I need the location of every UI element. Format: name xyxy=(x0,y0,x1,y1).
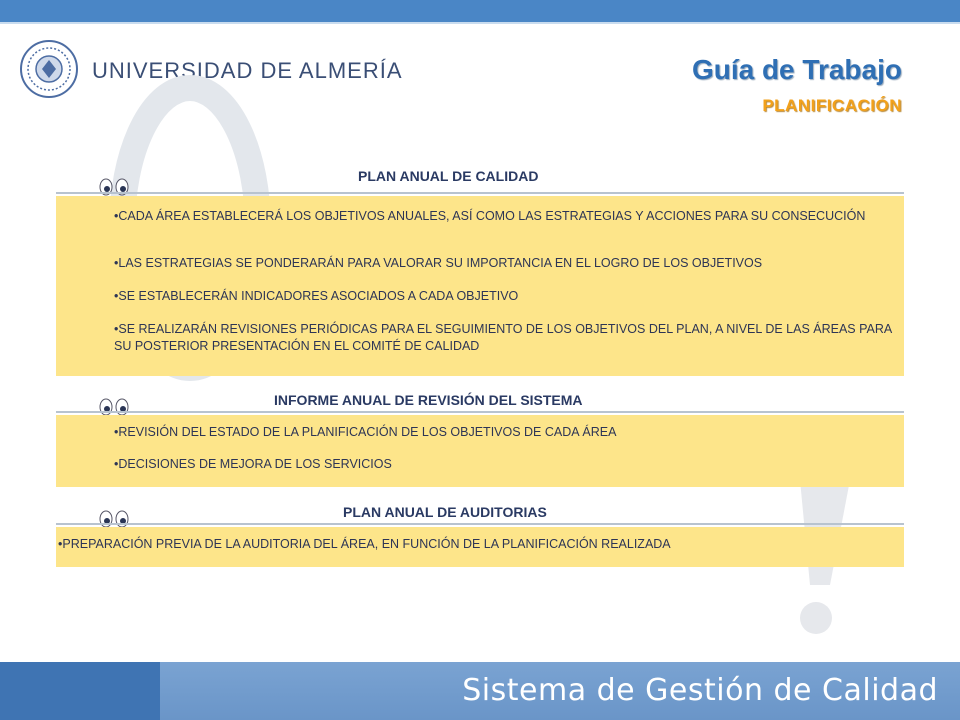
footer-block-left xyxy=(0,662,160,720)
section-title-informe-anual: INFORME ANUAL DE REVISIÓN DEL SISTEMA xyxy=(274,392,583,408)
list-item: •SE REALIZARÁN REVISIONES PERIÓDICAS PARA EL SEGUIMIENTO DE LOS OBJETIVOS DEL PLAN, A NIVEL DE LAS ÁREAS PARA SU POSTERIOR PRESENTACIÓN EN EL COMITÉ DE CALIDAD xyxy=(114,322,892,353)
list-item: •PREPARACIÓN PREVIA DE LA AUDITORIA DEL ÁREA, EN FUNCIÓN DE LA PLANIFICACIÓN REALIZADA xyxy=(58,537,671,551)
section-title-plan-anual-calidad: PLAN ANUAL DE CALIDAD xyxy=(358,168,539,184)
section-panel-plan-anual-calidad xyxy=(56,196,904,376)
top-bar xyxy=(0,0,960,22)
list-item: •DECISIONES DE MEJORA DE LOS SERVICIOS xyxy=(114,457,392,471)
list-item: •CADA ÁREA ESTABLECERÁ LOS OBJETIVOS ANUALES, ASÍ COMO LAS ESTRATEGIAS Y ACCIONES PARA SU CONSECUCIÓN xyxy=(114,209,866,223)
section-divider xyxy=(56,411,904,413)
eyes-icon xyxy=(97,508,137,528)
list-item: •LAS ESTRATEGIAS SE PONDERARÁN PARA VALORAR SU IMPORTANCIA EN EL LOGRO DE LOS OBJETIVOS xyxy=(114,256,763,270)
section-panel-plan-anual-auditorias xyxy=(56,527,904,567)
section-divider xyxy=(56,523,904,525)
page-title: Guía de Trabajo xyxy=(691,54,902,85)
footer-title: Sistema de Gestión de Calidad xyxy=(462,673,938,708)
section-panel-informe-anual xyxy=(56,415,904,487)
list-item: •REVISIÓN DEL ESTADO DE LA PLANIFICACIÓN DE LOS OBJETIVOS DE CADA ÁREA xyxy=(114,425,617,439)
section-divider xyxy=(56,192,904,194)
eyes-icon xyxy=(97,396,137,416)
university-seal-logo xyxy=(14,38,84,100)
university-name: UNIVERSIDAD DE ALMERÍA xyxy=(92,58,403,83)
list-item: •SE ESTABLECERÁN INDICADORES ASOCIADOS A CADA OBJETIVO xyxy=(114,289,519,303)
page-subtitle: PLANIFICACIÓN xyxy=(762,96,902,115)
section-title-plan-anual-auditorias: PLAN ANUAL DE AUDITORIAS xyxy=(343,504,547,520)
